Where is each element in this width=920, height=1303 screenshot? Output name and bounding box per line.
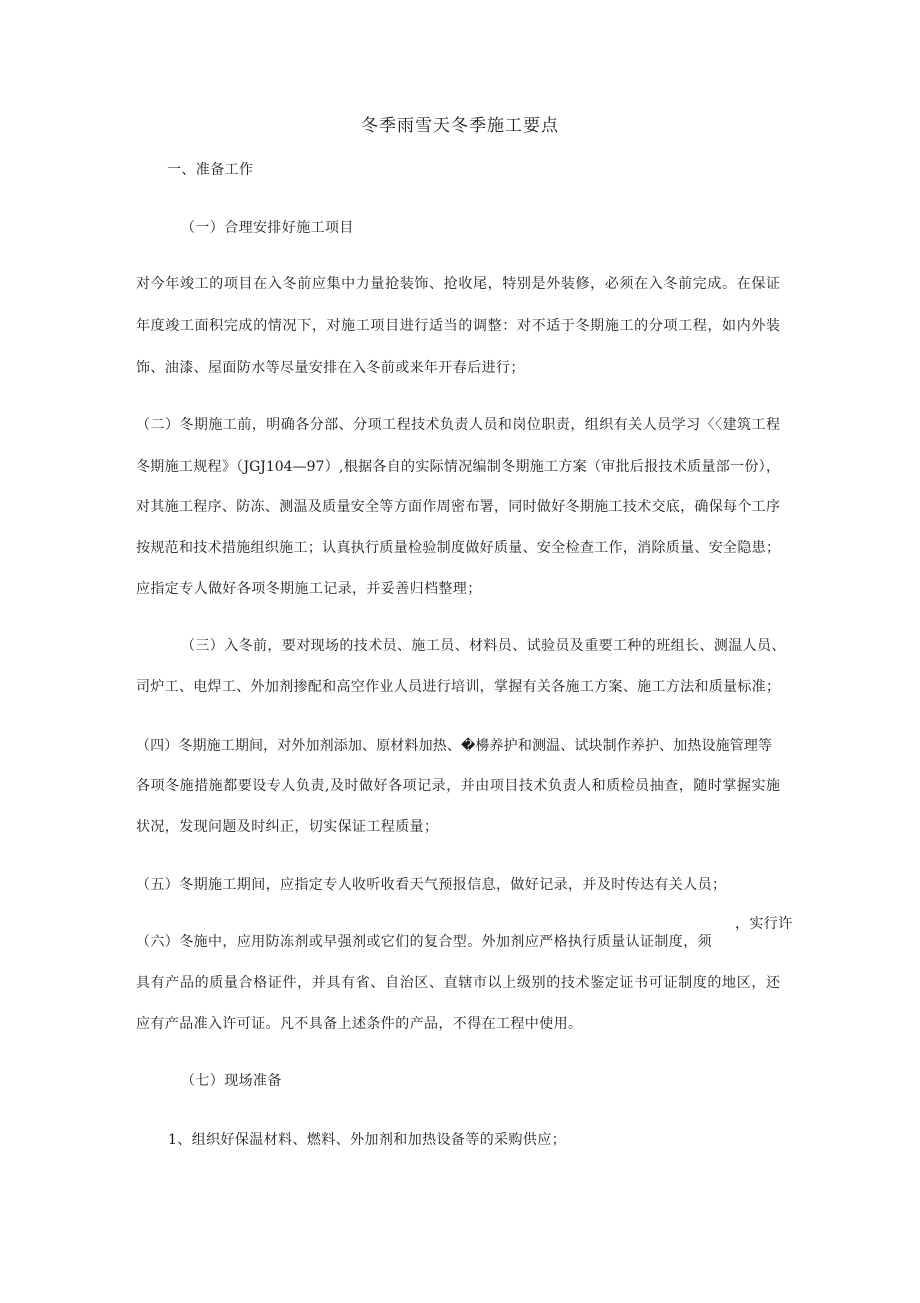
paragraph-4-line: 各项冬施措施都要设专人负责,及时做好各项记录，并由项目技术负责人和质检员抽查，随时掌握实施 <box>136 778 780 794</box>
paragraph-2-line: 应指定专人做好各项冬期施工记录，并妥善归档整理； <box>136 581 482 597</box>
subheading-site-preparation: （七）现场准备 <box>181 1073 282 1089</box>
paragraph-1-line: 饰、油漆、屋面防水等尽量安排在入冬前或来年开春后进行； <box>136 360 525 376</box>
paragraph-1-line: 对今年竣工的项目在入冬前应集中力量抢装饰、抢收尾，特别是外装修，必须在入冬前完成。在保证 <box>136 276 780 292</box>
paragraph-2-line: 对其施工程序、防冻、测温及质量安全等方面作周密布署，同时做好冬期施工技术交底，确保每个工序 <box>136 499 780 515</box>
paragraph-6-line: 具有产品的质量合格证件，并具有省、自治区、直辖市以上级别的技术鉴定证书可证制度的地区，还 <box>136 975 780 991</box>
paragraph-2-line: 冬期施工规程》（JGJ104—97）,根据各自的实际情况编制冬期施工方案（审批后报技术质量部一份）， <box>136 459 780 475</box>
paragraph-6-aside: ，实行许 <box>735 916 793 932</box>
paragraph-4-line: （四）冬期施工期间，对外加剂添加、原材料加热、�櫋养护和测温、试块制作养护、加热设施管理等 <box>136 738 772 754</box>
paragraph-6-line: 应有产品准入许可证。凡不具备上述条件的产品，不得在工程中使用。 <box>136 1016 583 1032</box>
document-title: 冬季雨雪天冬季施工要点 <box>361 116 559 136</box>
paragraph-6-line: （六）冬施中，应用防冻剂或早强剂或它们的复合型。外加剂应严格执行质量认证制度，须 <box>136 934 712 950</box>
paragraph-4-line: 状况，发现问题及时纠正，切实保证工程质量； <box>136 819 439 835</box>
paragraph-2-line: （二）冬期施工前，明确各分部、分项工程技术负责人员和岗位职责，组织有关人员学习〈〈建筑工程 <box>136 417 780 433</box>
paragraph-2-line: 按规范和技术措施组织施工；认真执行质量检验制度做好质量、安全检查工作，消除质量、安全隐患； <box>136 540 780 556</box>
paragraph-1-line: 年度竣工面积完成的情况下，对施工项目进行适当的调整：对不适于冬期施工的分项工程，如内外装 <box>136 318 780 334</box>
paragraph-3-line: （三）入冬前，要对现场的技术员、施工员、材料员、试验员及重要工种的班组长、测温人员、 <box>181 638 786 654</box>
section-heading-preparation: 一、准备工作 <box>167 162 254 178</box>
subheading-arrange-projects: （一）合理安排好施工项目 <box>181 220 354 236</box>
list-item: 1、组织好保温材料、燃料、外加剂和加热设备等的采购供应； <box>168 1132 567 1148</box>
paragraph-5-line: （五）冬期施工期间，应指定专人收听收看天气预报信息，做好记录，并及时传达有关人员； <box>136 877 727 893</box>
paragraph-3-line: 司炉工、电焊工、外加剂掺配和高空作业人员进行培训，掌握有关各施工方案、施工方法和质量标准； <box>136 679 780 695</box>
